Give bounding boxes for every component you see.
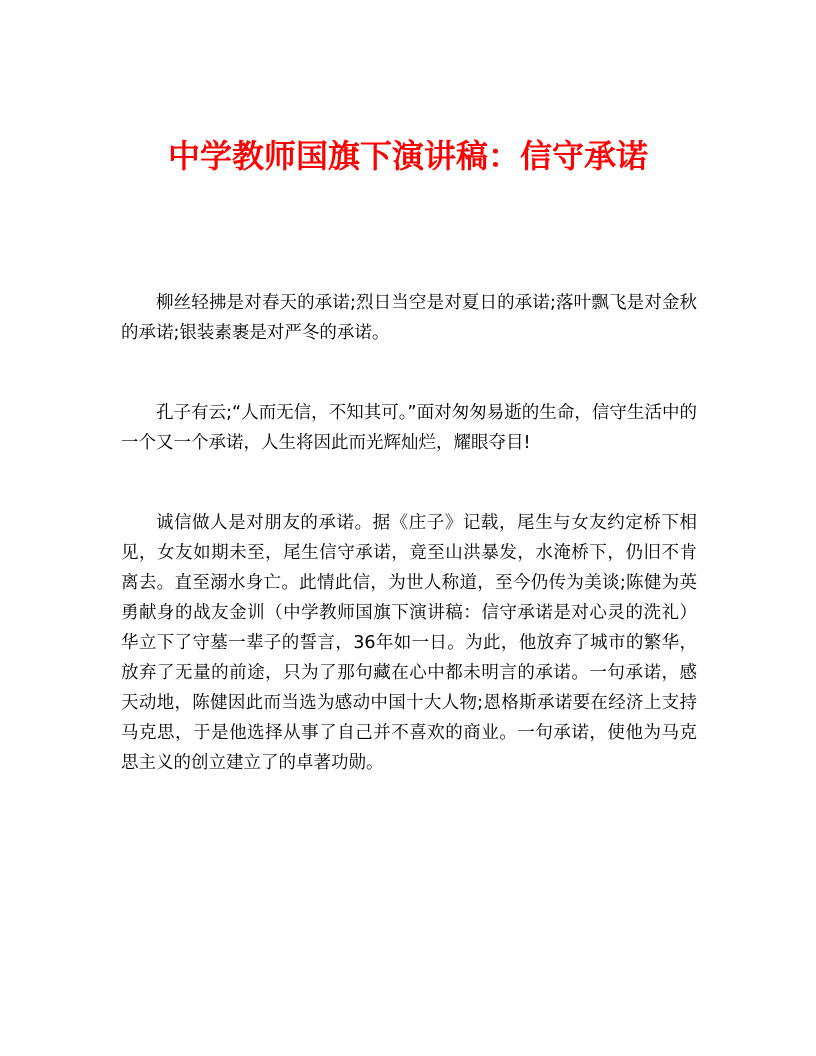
document-body: [121, 288, 697, 778]
document-title: 中学教师国旗下演讲稿：信守承诺: [167, 137, 648, 176]
paragraph-3: 诚信做人是对朋友的承诺。据《庄子》记载，尾生与女友约定桥下相见，女友如期未至，尾生信守承诺，竟至山洪暴发，水淹桥下，仍旧不肯离去。直至溺水身亡。此情此信，为世人称道，至今仍传为美谈;陈健为英勇献身的战友金训（中学教师国旗下演讲稿：信守承诺是对心灵的洗礼）华立下了守墓一辈子的誓言，36年如一日。为此，他放弃了城市的繁华，放弃了无量的前途，只为了那句藏在心中都未明言的承诺。一句承诺，感天动地，陈健因此而当选为感动中国十大人物;恩格斯承诺要在经济上支持马克思，于是他选择从事了自己并不喜欢的商业。一句承诺，使他为马克思主义的创立建立了的卓著功勋。: [121, 513, 697, 773]
paragraph-1: 柳丝轻拂是对春天的承诺;烈日当空是对夏日的承诺;落叶飘飞是对金秋的承诺;银装素裹是对严冬的承诺。: [121, 293, 697, 343]
paragraph-2: 孔子有云;“人而无信，不知其可。”面对匆匆易逝的生命，信守生活中的一个又一个承诺，人生将因此而光辉灿烂，耀眼夺目!: [121, 403, 697, 453]
